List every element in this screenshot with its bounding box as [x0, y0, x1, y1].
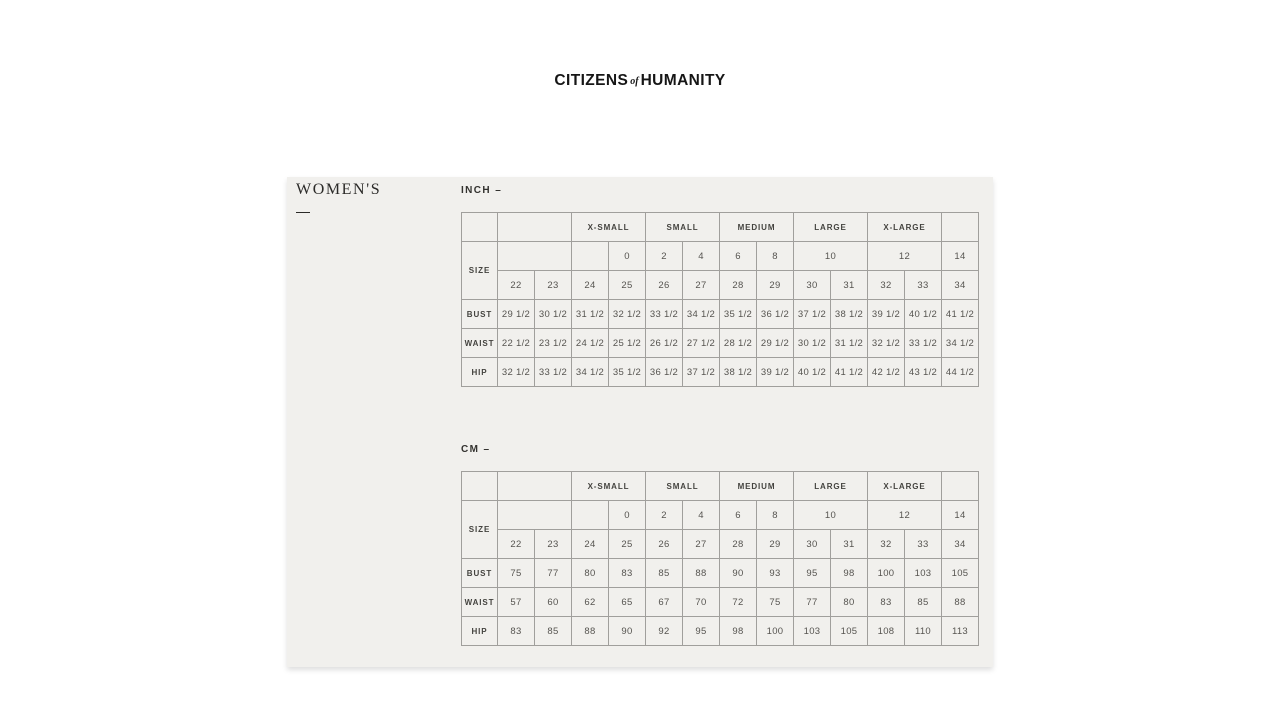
measurement-value-cell: 43 1/2: [905, 358, 942, 387]
size-value-cell: 31: [831, 271, 868, 300]
size-value-cell: 4: [683, 242, 720, 271]
cm-unit-label: CM –: [461, 444, 491, 455]
measurement-row-label: BUST: [462, 559, 498, 588]
measurement-value-cell: 77: [535, 559, 572, 588]
measurement-value-cell: 105: [831, 617, 868, 646]
size-value-cell: 30: [794, 271, 831, 300]
cm-section: [461, 444, 979, 646]
size-group-header-cell: X-SMALL: [572, 213, 646, 242]
measurement-value-cell: 67: [646, 588, 683, 617]
measurement-value-cell: 57: [498, 588, 535, 617]
measurement-value-cell: 31 1/2: [831, 329, 868, 358]
measurement-value-cell: 108: [868, 617, 905, 646]
size-value-cell: 30: [794, 530, 831, 559]
measurement-row-label: WAIST: [462, 588, 498, 617]
measurement-value-cell: 27 1/2: [683, 329, 720, 358]
size-value-cell: 8: [757, 501, 794, 530]
empty-cell: [462, 472, 498, 501]
measurement-value-cell: 70: [683, 588, 720, 617]
size-group-header-cell: MEDIUM: [720, 213, 794, 242]
measurement-value-cell: 42 1/2: [868, 358, 905, 387]
size-value-cell: 27: [683, 530, 720, 559]
size-value-cell: 33: [905, 530, 942, 559]
size-value-cell: 29: [757, 530, 794, 559]
size-value-cell: 24: [572, 530, 609, 559]
size-group-header-cell: X-LARGE: [868, 472, 942, 501]
size-value-cell: 33: [905, 271, 942, 300]
measurement-value-cell: 32 1/2: [609, 300, 646, 329]
measurement-value-cell: 83: [609, 559, 646, 588]
measurement-value-cell: 29 1/2: [498, 300, 535, 329]
measurement-value-cell: 30 1/2: [535, 300, 572, 329]
measurement-value-cell: 85: [646, 559, 683, 588]
size-value-cell: 31: [831, 530, 868, 559]
measurement-value-cell: 38 1/2: [720, 358, 757, 387]
size-value-cell: 2: [646, 501, 683, 530]
measurement-value-cell: 44 1/2: [942, 358, 979, 387]
measurement-value-cell: 37 1/2: [683, 358, 720, 387]
measurement-value-cell: 28 1/2: [720, 329, 757, 358]
measurement-value-cell: 100: [868, 559, 905, 588]
panel-heading: WOMEN'S: [296, 181, 382, 198]
size-group-header-cell: SMALL: [646, 472, 720, 501]
measurement-value-cell: 38 1/2: [831, 300, 868, 329]
measurement-value-cell: 41 1/2: [942, 300, 979, 329]
heading-underline: [296, 212, 310, 213]
brand-logo: [0, 72, 1280, 90]
measurement-value-cell: 75: [757, 588, 794, 617]
size-value-cell: 28: [720, 271, 757, 300]
measurement-value-cell: 65: [609, 588, 646, 617]
size-value-cell: 22: [498, 271, 535, 300]
size-value-cell: 0: [609, 242, 646, 271]
empty-cell: [498, 472, 572, 501]
size-value-cell: 14: [942, 242, 979, 271]
measurement-value-cell: 29 1/2: [757, 329, 794, 358]
size-group-header-cell: SIZE: [462, 501, 498, 559]
measurement-value-cell: 32 1/2: [498, 358, 535, 387]
size-value-cell: 2: [646, 242, 683, 271]
logo-text-humanity: HUMANITY: [640, 72, 726, 89]
measurement-value-cell: 40 1/2: [794, 358, 831, 387]
measurement-value-cell: 33 1/2: [905, 329, 942, 358]
measurement-row-label: HIP: [462, 358, 498, 387]
measurement-value-cell: 110: [905, 617, 942, 646]
size-value-cell: 24: [572, 271, 609, 300]
measurement-value-cell: 33 1/2: [646, 300, 683, 329]
measurement-value-cell: 88: [683, 559, 720, 588]
measurement-value-cell: 75: [498, 559, 535, 588]
cm-size-table: [461, 471, 979, 646]
measurement-value-cell: 95: [794, 559, 831, 588]
size-value-cell: 34: [942, 271, 979, 300]
logo-text-citizens: CITIZENS: [554, 72, 629, 89]
empty-cell: [942, 472, 979, 501]
measurement-value-cell: 90: [609, 617, 646, 646]
size-value-cell: 29: [757, 271, 794, 300]
measurement-value-cell: 24 1/2: [572, 329, 609, 358]
empty-cell: [498, 213, 572, 242]
size-value-cell: 32: [868, 530, 905, 559]
logo-text-of: of: [630, 76, 639, 87]
inch-unit-label: INCH –: [461, 185, 503, 196]
size-value-cell: 22: [498, 530, 535, 559]
size-value-cell: 26: [646, 271, 683, 300]
measurement-value-cell: 113: [942, 617, 979, 646]
measurement-value-cell: 60: [535, 588, 572, 617]
measurement-value-cell: 88: [942, 588, 979, 617]
inch-section: [461, 185, 979, 387]
size-chart-panel: [287, 177, 993, 667]
measurement-value-cell: 77: [794, 588, 831, 617]
size-value-cell: 6: [720, 501, 757, 530]
empty-cell: [498, 501, 572, 530]
measurement-value-cell: 80: [572, 559, 609, 588]
size-value-cell: 0: [609, 501, 646, 530]
empty-cell: [498, 242, 572, 271]
size-group-header-cell: MEDIUM: [720, 472, 794, 501]
size-value-cell: 12: [868, 501, 942, 530]
size-value-cell: 25: [609, 271, 646, 300]
size-value-cell: 4: [683, 501, 720, 530]
measurement-value-cell: 83: [868, 588, 905, 617]
size-group-header-cell: X-LARGE: [868, 213, 942, 242]
size-value-cell: 23: [535, 271, 572, 300]
measurement-value-cell: 23 1/2: [535, 329, 572, 358]
measurement-value-cell: 36 1/2: [646, 358, 683, 387]
measurement-value-cell: 98: [720, 617, 757, 646]
measurement-value-cell: 105: [942, 559, 979, 588]
measurement-value-cell: 88: [572, 617, 609, 646]
measurement-value-cell: 35 1/2: [609, 358, 646, 387]
measurement-row-label: BUST: [462, 300, 498, 329]
measurement-row-label: HIP: [462, 617, 498, 646]
measurement-value-cell: 92: [646, 617, 683, 646]
measurement-value-cell: 26 1/2: [646, 329, 683, 358]
size-value-cell: 26: [646, 530, 683, 559]
measurement-value-cell: 22 1/2: [498, 329, 535, 358]
measurement-value-cell: 41 1/2: [831, 358, 868, 387]
size-value-cell: 8: [757, 242, 794, 271]
measurement-value-cell: 34 1/2: [572, 358, 609, 387]
measurement-value-cell: 93: [757, 559, 794, 588]
measurement-value-cell: 85: [535, 617, 572, 646]
measurement-value-cell: 34 1/2: [942, 329, 979, 358]
empty-cell: [462, 213, 498, 242]
size-group-header-cell: LARGE: [794, 472, 868, 501]
measurement-value-cell: 31 1/2: [572, 300, 609, 329]
inch-size-table: [461, 212, 979, 387]
size-value-cell: 10: [794, 501, 868, 530]
measurement-value-cell: 40 1/2: [905, 300, 942, 329]
size-group-header-cell: LARGE: [794, 213, 868, 242]
measurement-value-cell: 39 1/2: [757, 358, 794, 387]
size-value-cell: 12: [868, 242, 942, 271]
measurement-value-cell: 103: [794, 617, 831, 646]
measurement-value-cell: 37 1/2: [794, 300, 831, 329]
measurement-value-cell: 36 1/2: [757, 300, 794, 329]
measurement-value-cell: 90: [720, 559, 757, 588]
measurement-value-cell: 33 1/2: [535, 358, 572, 387]
empty-cell: [572, 501, 609, 530]
measurement-value-cell: 34 1/2: [683, 300, 720, 329]
measurement-value-cell: 35 1/2: [720, 300, 757, 329]
measurement-value-cell: 83: [498, 617, 535, 646]
measurement-value-cell: 95: [683, 617, 720, 646]
size-value-cell: 6: [720, 242, 757, 271]
measurement-value-cell: 98: [831, 559, 868, 588]
size-group-header-cell: X-SMALL: [572, 472, 646, 501]
size-value-cell: 25: [609, 530, 646, 559]
size-value-cell: 14: [942, 501, 979, 530]
measurement-value-cell: 30 1/2: [794, 329, 831, 358]
measurement-value-cell: 39 1/2: [868, 300, 905, 329]
measurement-value-cell: 103: [905, 559, 942, 588]
measurement-row-label: WAIST: [462, 329, 498, 358]
size-group-header-cell: SMALL: [646, 213, 720, 242]
size-value-cell: 34: [942, 530, 979, 559]
measurement-value-cell: 80: [831, 588, 868, 617]
measurement-value-cell: 72: [720, 588, 757, 617]
empty-cell: [572, 242, 609, 271]
measurement-value-cell: 32 1/2: [868, 329, 905, 358]
empty-cell: [942, 213, 979, 242]
measurement-value-cell: 100: [757, 617, 794, 646]
size-group-header-cell: SIZE: [462, 242, 498, 300]
size-value-cell: 32: [868, 271, 905, 300]
size-value-cell: 28: [720, 530, 757, 559]
measurement-value-cell: 85: [905, 588, 942, 617]
size-value-cell: 23: [535, 530, 572, 559]
measurement-value-cell: 25 1/2: [609, 329, 646, 358]
size-value-cell: 10: [794, 242, 868, 271]
size-value-cell: 27: [683, 271, 720, 300]
measurement-value-cell: 62: [572, 588, 609, 617]
